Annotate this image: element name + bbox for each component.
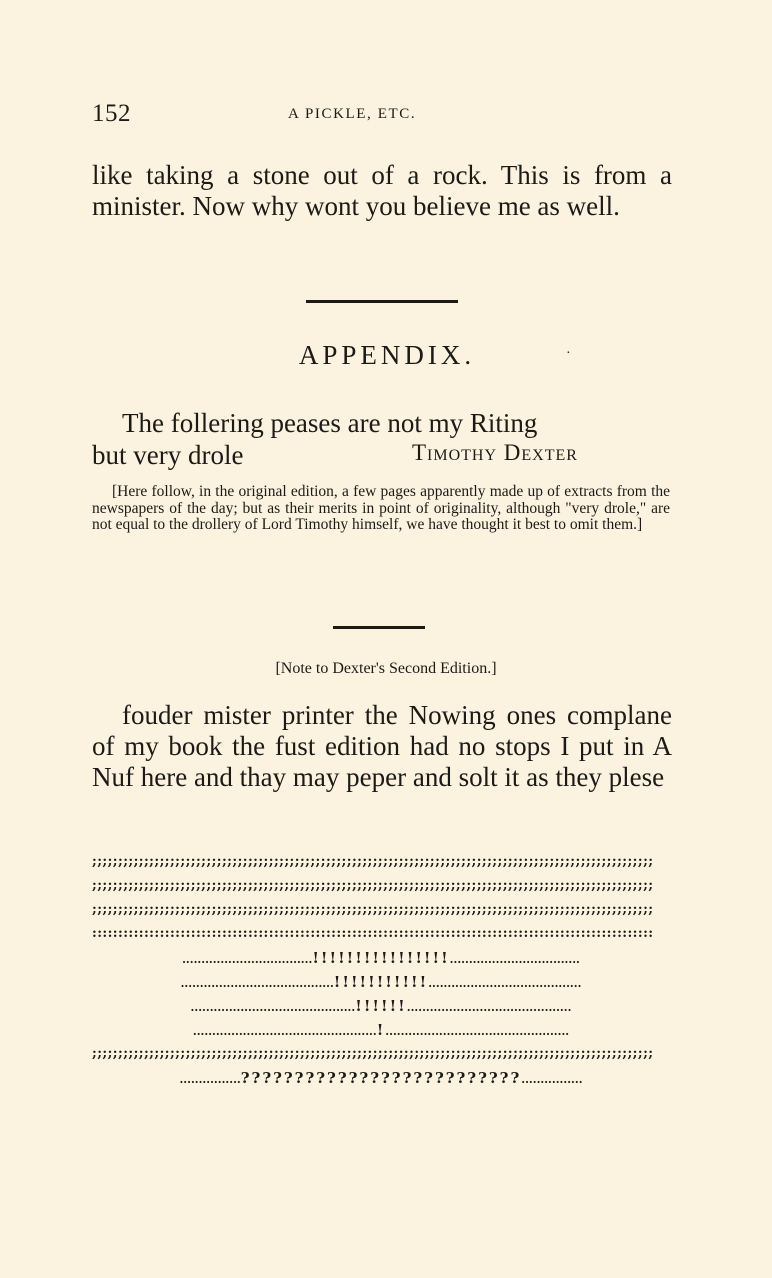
appendix-lead-line-1: The follering peases are not my Riting xyxy=(122,408,538,438)
signature: Timothy Dexter xyxy=(412,440,578,465)
editor-note: [Here follow, in the original edition, a few pages apparently made up of extracts from the newspapers of the day; but as their merits in point of originality, although "very drole," are not equal to the drollery of Lord Timothy himself, we have thought it best to omit them.] xyxy=(92,483,670,533)
stops-line: ................??????????????????????????................ xyxy=(179,1069,583,1087)
running-title: A PICKLE, ETC. xyxy=(288,106,417,122)
stops-line: ........................................!!!!!!!!!!!........................................ xyxy=(180,973,582,991)
stops-line: ..................................!!!!!!!!!!!!!!!!.................................. xyxy=(182,949,580,967)
continuation-paragraph: like taking a stone out of a rock. This is from a minister. Now why wont you believe me as well. xyxy=(92,160,672,221)
stops-line: :::::::::::::::::::::::::::::::::::::::::::::::::::::::::::::::::::::::::::::::::::::::::::::::::::::::::::: xyxy=(92,926,654,941)
appendix-heading: APPENDIX. xyxy=(298,340,476,370)
second-edition-text: fouder mister printer the Nowing ones complane of my book the fust edition had no stops I put in A Nuf here and thay may peper and solt it as they plese xyxy=(92,700,672,792)
stops-line: ................................................!................................................ xyxy=(192,1021,570,1039)
punctuation-block xyxy=(92,850,670,1090)
second-edition-note-title: [Note to Dexter's Second Edition.] xyxy=(275,660,497,677)
appendix-lead-line-2: but very drole xyxy=(92,440,244,470)
stray-mark: · xyxy=(566,346,571,361)
stops-line: ;;;;;;;;;;;;;;;;;;;;;;;;;;;;;;;;;;;;;;;;;;;;;;;;;;;;;;;;;;;;;;;;;;;;;;;;;;;;;;;;;;;;;;;;;;;;;;;;;;;;;;;;;;;; xyxy=(92,854,654,869)
stops-line: ;;;;;;;;;;;;;;;;;;;;;;;;;;;;;;;;;;;;;;;;;;;;;;;;;;;;;;;;;;;;;;;;;;;;;;;;;;;;;;;;;;;;;;;;;;;;;;;;;;;;;;;;;;;; xyxy=(92,878,654,893)
section-rule xyxy=(306,300,458,303)
stops-line: ;;;;;;;;;;;;;;;;;;;;;;;;;;;;;;;;;;;;;;;;;;;;;;;;;;;;;;;;;;;;;;;;;;;;;;;;;;;;;;;;;;;;;;;;;;;;;;;;;;;;;;;;;;;; xyxy=(92,1046,654,1061)
stops-line: ...........................................!!!!!!........................................... xyxy=(190,997,572,1015)
section-rule-short xyxy=(333,626,425,629)
stops-line: ;;;;;;;;;;;;;;;;;;;;;;;;;;;;;;;;;;;;;;;;;;;;;;;;;;;;;;;;;;;;;;;;;;;;;;;;;;;;;;;;;;;;;;;;;;;;;;;;;;;;;;;;;;;; xyxy=(92,902,654,917)
page-header xyxy=(92,100,672,134)
page-number: 152 xyxy=(92,100,131,127)
